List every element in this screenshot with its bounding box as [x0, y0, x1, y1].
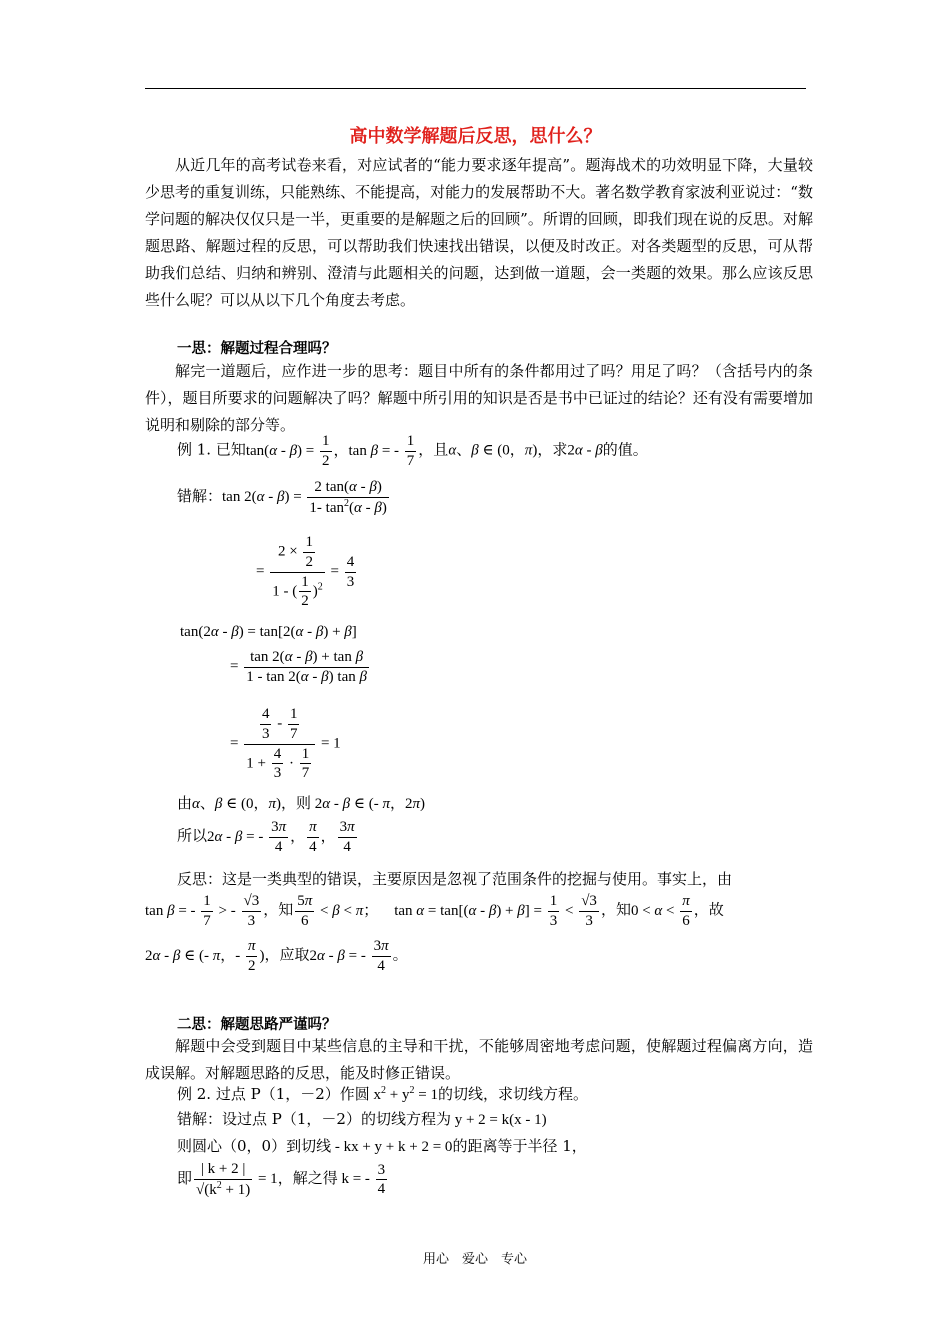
- reflection-derivation: tan β = - $\frac{1}{7}$ > - $\frac{√3}{3}$ ，知 $\frac{5\pi}{6}$ < β < π； tan α = tan[(α - β) + β] = $\frac{1}{3}$ < $\frac{√3}{3}$ ，知0 < α < $\frac{\pi}{6}$ ，故: [145, 893, 724, 929]
- wrong-solution-step-5: = $\frac{4}{3}$ - $\frac{1}{7}$ 1 + $\frac{4}{3}$ · $\frac{1}{7}$ = 1: [230, 706, 341, 782]
- section-1-body: 解完一道题后，应作进一步的思考：题目中所有的条件都用过了吗？用足了吗？（含括号内的条件），题目所要求的问题解决了吗？解题中所引用的知识是否是书中已证过的结论？还有没有需要增加说明和剔除的部分等。: [145, 362, 813, 434]
- wrong-solution-step-2: = 2 × $\frac{1}{2}$ 1 - ( $\frac{1}{2}$ )$^2$ = $\frac{4}{3}$: [256, 534, 355, 610]
- reflection-text: 反思：这是一类典型的错误，主要原因是忽视了范围条件的挖掘与使用。事实上，由: [177, 870, 733, 888]
- example-2-equation: 即 $\frac{| k + 2 |}{√(k^2 + 1)}$ = 1，解之得 k = - $\frac{3}{4}$: [177, 1161, 386, 1198]
- section-1-heading: 一思：解题过程合理吗？: [177, 340, 337, 357]
- example-2-distance: 则圆心（0，0）到切线 - kx + y + k + 2 = 0的距离等于半径 1，: [177, 1137, 587, 1155]
- section-2-heading: 二思：解题思路严谨吗？: [177, 1016, 337, 1033]
- example-1-statement: 例 1. 已知tan(α - β) = $\frac{1}{2}$ ，tan β = - $\frac{1}{7}$ ，且α、β ∈ (0，π)，求2α - β的值。: [177, 433, 648, 469]
- wrong-solution-step-3: tan(2α - β) = tan[2(α - β) + β]: [180, 624, 357, 640]
- wrong-solution-step-4: = $\frac{\text{tan 2(α - β) + tan β}}{\text{1 - tan 2(α - β) tan β}}$: [230, 649, 367, 685]
- correct-conclusion: 2α - β ∈ (- π，- $\frac{\pi}{2}$ )，应取2α - β = - $\frac{3\pi}{4}$ 。: [145, 938, 408, 974]
- header-rule: [145, 88, 806, 89]
- wrong-solution-step-1: 错解：tan 2(α - β) = $\frac{2 \tan(\alpha - \beta)}{1- \tan^2(\alpha - \beta)}$: [177, 479, 387, 516]
- example-2-wrong-solution: 错解：设过点 P（1，－2）的切线方程为 y + 2 = k(x - 1): [177, 1110, 547, 1128]
- example-2-statement: 例 2. 过点 P（1，－2）作圆 $x^2 + y^2 = 1$的切线，求切线方程。: [177, 1085, 588, 1103]
- intro-paragraph: 从近几年的高考试卷来看，对应试者的“能力要求逐年提高”。题海战术的功效明显下降，大量较少思考的重复训练，只能熟练、不能提高，对能力的发展帮助不大。著名数学教育家波利亚说过：“数学问题的解决仅仅只是一半，更重要的是解题之后的回顾”。所谓的回顾，即我们现在说的反思。对解题思路、解题过程的反思，可以帮助我们快速找出错误，以便及时改正。对各类题型的反思，可从帮助我们总结、归纳和辨别、澄清与此题相关的问题，达到做一道题，会一类题的效果。那么应该反思些什么呢？可以从以下几个角度去考虑。: [145, 156, 813, 309]
- section-2-body: 解题中会受到题目中某些信息的主导和干扰，不能够周密地考虑问题，使解题过程偏离方向，造成误解。对解题思路的反思，能及时修正错误。: [145, 1037, 813, 1082]
- page-title: 高中数学解题后反思，思什么？: [349, 126, 602, 147]
- range-derivation: 由α、β ∈ (0，π)，则 2α - β ∈ (- π，2π): [177, 794, 426, 812]
- wrong-conclusion: 所以2α - β = - $\frac{3\pi}{4}$ ， $\frac{\pi}{4}$ ， $\frac{3\pi}{4}$: [177, 819, 355, 855]
- page-footer: 用心 爱心 专心: [422, 1252, 527, 1267]
